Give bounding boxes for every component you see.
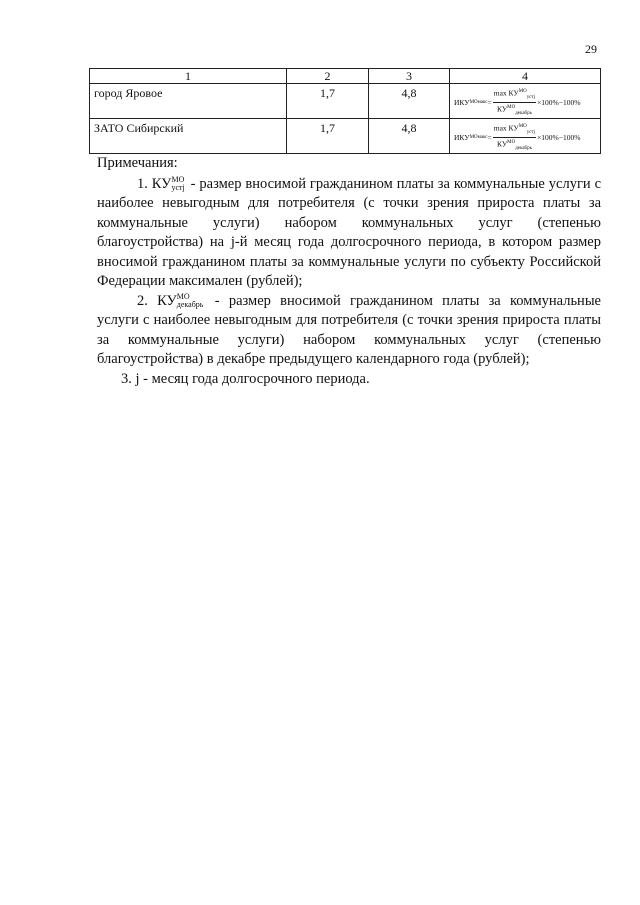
row-formula-cell	[450, 84, 601, 119]
formula-lhs: ИКУ	[454, 98, 470, 107]
row-col3: 4,8	[369, 84, 450, 119]
note-1-prefix: 1. КУ	[137, 175, 172, 192]
col-header: 2	[287, 69, 369, 84]
note-3: 3. j - месяц года долгосрочного периода.	[121, 370, 370, 387]
row-name: город Яровое	[90, 84, 287, 119]
note-1-indices: МО устj	[171, 175, 185, 193]
col-header: 1	[90, 69, 287, 84]
formula-lhs-sup: МО	[469, 135, 478, 140]
formula-num-sub: устj	[526, 130, 536, 135]
page-number: 29	[585, 42, 597, 56]
formula-den-sub: декабрь	[515, 146, 532, 151]
row-col2: 1,7	[287, 84, 369, 119]
formula-den-sup: МО	[507, 105, 516, 110]
notes-heading: Примечания:	[97, 155, 178, 171]
formula-lhs-sup: МО	[469, 100, 478, 105]
formula-num-sup: МО	[518, 124, 527, 129]
formula-fraction	[493, 87, 536, 118]
formula-lhs-sub: макс	[477, 100, 488, 105]
row-name: ЗАТО Сибирский	[90, 119, 287, 154]
formula-denominator: КУ	[496, 104, 508, 114]
formula-lhs: ИКУ	[454, 133, 470, 142]
note-2	[97, 292, 601, 370]
formula-numerator: max КУ	[493, 123, 519, 133]
table-header-row	[90, 69, 601, 84]
formula-numerator: max КУ	[493, 88, 519, 98]
note-1-text: - размер вносимой гражданином платы за коммунальные услуги с наиболее невыгодным для потребителя (с точки зрения прироста платы за коммунальные услуги) набором коммунальных услуг (степенью благоустройства) на j-й месяц года долгосрочного периода, в котором размер вносимой гражданином платы за коммунальные услуги по субъекту Российской Федерации максимален (рублей);	[97, 175, 601, 289]
formula-denominator: КУ	[496, 139, 508, 149]
row-formula-cell	[450, 119, 601, 154]
formula-den-sup: МО	[507, 140, 516, 145]
table-row	[90, 119, 601, 154]
col-header: 3	[369, 69, 450, 84]
formula-tail: ×100%−100%	[537, 133, 581, 142]
formula: ИКУ МО макс = $\frac{\max КУ^{МО}_{устj}}{КУ^{МО}_{декабрь}}$ ×100%−100%	[454, 88, 581, 116]
formula-num-sub: устj	[526, 95, 536, 100]
note-1	[97, 175, 601, 292]
formula-lhs-sub: макс	[477, 135, 488, 140]
notes-section	[97, 154, 601, 389]
note-2-prefix: 2. КУ	[137, 292, 177, 309]
note-2-indices: МО декабрь	[176, 292, 204, 310]
row-col3: 4,8	[369, 119, 450, 154]
formula-fraction	[493, 122, 536, 153]
formula-tail: ×100%−100%	[537, 98, 581, 107]
col-header: 4	[450, 69, 601, 84]
table-row	[90, 84, 601, 119]
formula-den-sub: декабрь	[515, 111, 532, 116]
data-table	[89, 68, 601, 154]
note-2-text: - размер вносимой гражданином платы за коммунальные услуги с наиболее невыгодным для потребителя (с точки зрения прироста платы за коммунальные услуги) набором коммунальных услуг (степенью благоустройства) в декабре предыдущего календарного года (рублей);	[97, 292, 601, 367]
row-col2: 1,7	[287, 119, 369, 154]
formula: ИКУ МО макс = $\frac{\max КУ^{МО}_{устj}}{КУ^{МО}_{декабрь}}$ ×100%−100%	[454, 123, 581, 151]
formula-num-sup: МО	[518, 89, 527, 94]
